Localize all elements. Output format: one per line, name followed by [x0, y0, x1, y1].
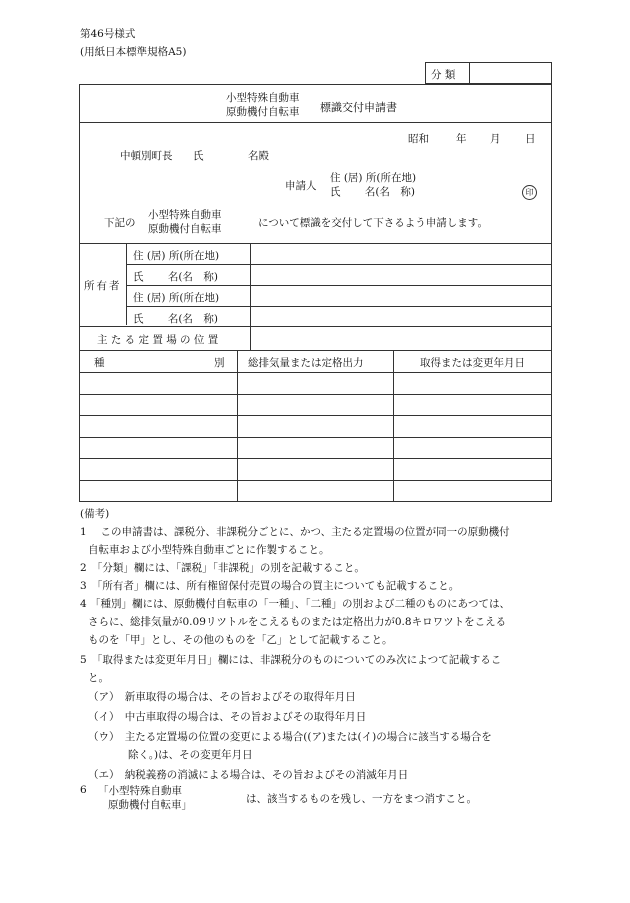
- note-5-line-1: 5 「取得または変更年月日」欄には、非課税分のものについてのみ次によつて記載するこ: [80, 654, 502, 666]
- title-vehicle-line1: 小型特殊自動車: [226, 92, 300, 104]
- request-vehicle-line2: 原動機付自転車: [148, 223, 222, 235]
- title-vehicle-types: [226, 91, 300, 119]
- date-day: 日: [525, 133, 536, 145]
- addressee-meidono: 名殿: [248, 150, 269, 162]
- note-4-line-2: さらに、総排気量が0.09リツトルをこえるものまたは定格出力が0.8キロワツトをこえる: [88, 616, 507, 628]
- date-header: 取得または変更年月日: [420, 357, 525, 369]
- date-year: 年: [456, 133, 467, 145]
- applicant-name-label: 氏 名(名 称): [330, 186, 416, 198]
- note-1-line-1: 1 この申請書は、課税分、非課税分ごとに、かつ、主たる定置場の位置が同一の原動機付: [80, 526, 510, 538]
- note-4-line-3: ものを「甲」とし、その他のものを「乙」として記載すること。: [88, 634, 393, 646]
- seal-mark: 印: [522, 185, 537, 200]
- classification-label: 分 類: [431, 69, 456, 81]
- owner-address-label-2: 住 (居) 所(所在地): [133, 292, 220, 304]
- kind-header-left: 種: [94, 357, 105, 369]
- note-6-line-1: 「小型特殊自動車: [98, 785, 182, 797]
- request-vehicle-line1: 小型特殊自動車: [148, 209, 222, 221]
- applicant-address-label: 住 (居) 所(所在地): [330, 172, 417, 184]
- request-vehicle-types: [148, 208, 222, 236]
- note-4-line-1: 4 「種別」欄には、原動機付自転車の「一種」、「二種」の別および二種のものにあつては、: [80, 598, 511, 610]
- note-6-text: は、該当するものを残し、一方をまつ消すこと。: [246, 793, 477, 805]
- note-5-item-u-line-1: （ウ） 主たる定置場の位置の変更による場合((ア)または(イ)の場合に該当する場合を: [88, 731, 492, 743]
- request-text: について標識を交付して下さるよう申請します。: [258, 217, 488, 229]
- note-5-item-a: （ア） 新車取得の場合は、その旨およびその取得年月日: [88, 691, 356, 703]
- kind-header-right: 別: [214, 357, 225, 369]
- note-6-vehicle-types: [98, 784, 192, 812]
- owner-name-label-1: 氏 名(名 称): [133, 271, 219, 283]
- owner-label: 所有者: [84, 280, 122, 292]
- note-1-line-2: 自転車および小型特殊自動車ごとに作製すること。: [88, 544, 330, 556]
- storage-label: 主 た る 定 置 場 の 位 置: [97, 334, 219, 346]
- note-2: 2 「分類」欄には、「課税」「非課税」の別を記載すること。: [80, 562, 365, 574]
- addressee-town-head: 中頓別町長: [120, 150, 173, 162]
- note-5-item-i: （イ） 中古車取得の場合は、その旨およびその取得年月日: [88, 711, 367, 723]
- note-3: 3 「所有者」欄には、所有権留保付売買の場合の買主についても記載すること。: [80, 580, 460, 592]
- title-vehicle-line2: 原動機付自転車: [226, 106, 300, 118]
- note-5-line-2: と。: [88, 672, 109, 684]
- owner-name-label-2: 氏 名(名 称): [133, 313, 219, 325]
- note-5-item-u-line-2: 除く。)は、その変更年月日: [128, 749, 253, 761]
- addressee-shi: 氏: [193, 150, 204, 162]
- date-month: 月: [490, 133, 501, 145]
- note-5-item-e: （エ） 納税義務の消滅による場合は、その旨およびその消滅年月日: [88, 769, 409, 781]
- notes-heading: (備考): [80, 508, 110, 520]
- paper-spec: (用紙日本標準規格A5): [80, 46, 187, 58]
- note-6-number: 6: [80, 784, 87, 796]
- page-title: 標識交付申請書: [320, 101, 397, 114]
- form-number: 第46号様式: [80, 28, 136, 40]
- note-6-line-2: 原動機付自転車」: [108, 799, 192, 811]
- request-prefix: 下記の: [104, 217, 136, 229]
- applicant-label: 申請人: [285, 180, 317, 192]
- date-era: 昭和: [408, 133, 429, 145]
- owner-address-label-1: 住 (居) 所(所在地): [133, 250, 220, 262]
- output-header: 総排気量または定格出力: [248, 357, 364, 369]
